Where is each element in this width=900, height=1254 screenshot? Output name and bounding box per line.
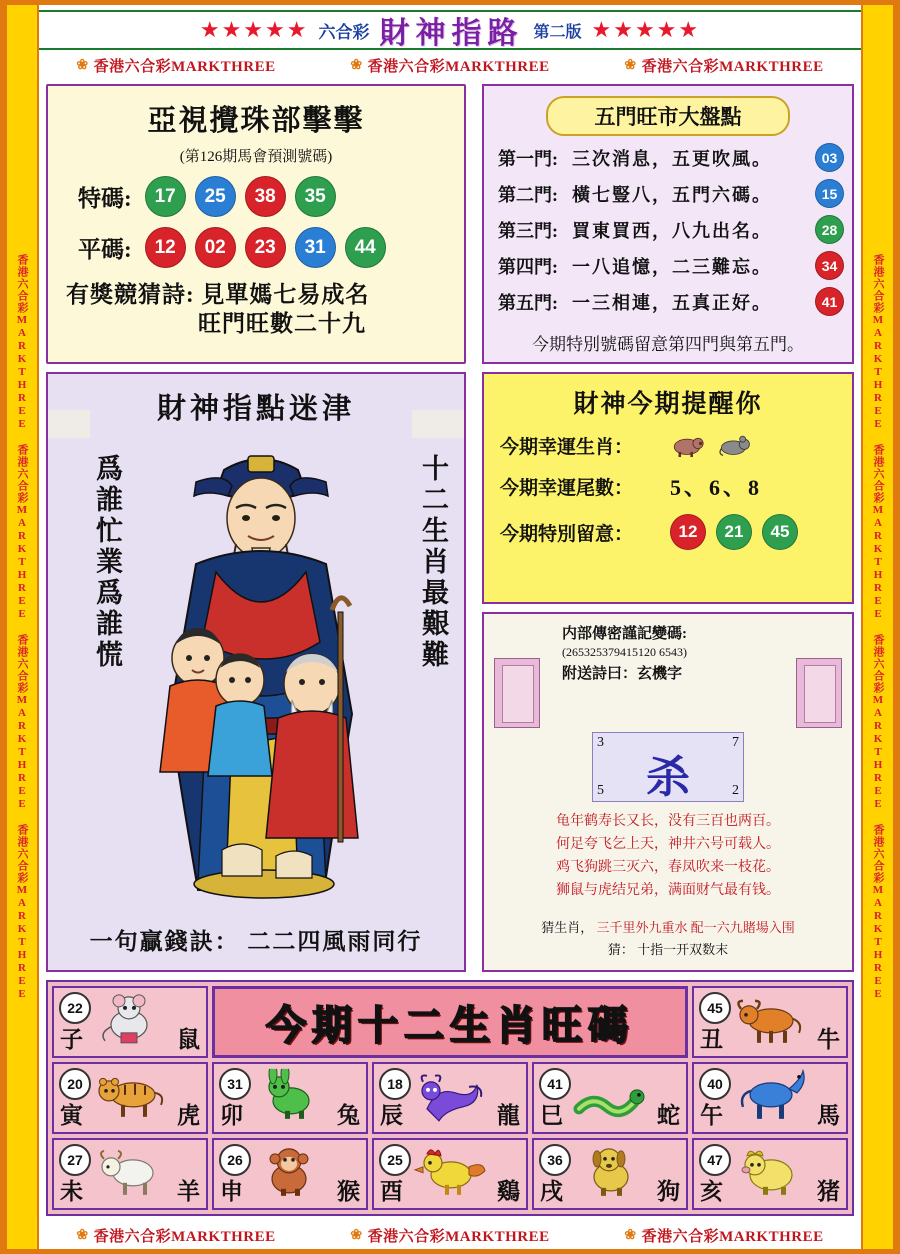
zodiac-number: 20 <box>59 1068 91 1100</box>
gate-text: 橫七豎八，五門六碼。 <box>572 184 772 205</box>
gate-row <box>498 215 852 244</box>
right-side-band <box>861 5 895 1249</box>
zodiac-animal: 羊 <box>177 1179 200 1204</box>
banner-item <box>76 55 275 76</box>
special-attention-label: 今期特別留意： <box>500 523 634 545</box>
secret-footer-line-2: 猜： 十指一开双数末 <box>607 942 729 957</box>
masthead <box>11 10 889 50</box>
attention-ball: 12 <box>670 514 706 550</box>
gate-text: 買東買西，八九出名。 <box>572 220 772 241</box>
zodiac-cell-rat[interactable] <box>52 986 208 1058</box>
banner-item-label: 香港六合彩MARKTHREE <box>367 58 550 75</box>
rat-icon <box>718 433 752 459</box>
dog-icon <box>571 1145 649 1199</box>
special-ball: 17 <box>145 176 186 217</box>
reminder-panel <box>482 372 854 604</box>
gate-name: 第五門: <box>498 292 558 313</box>
flower-icon: ❀ <box>76 1227 89 1243</box>
snake-icon <box>571 1069 649 1123</box>
zodiac-stem: 申 <box>220 1179 243 1204</box>
zodiac-animal: 鼠 <box>177 1027 200 1052</box>
content-area <box>42 84 858 1216</box>
lucky-tail-row <box>500 471 852 502</box>
zodiac-animal: 鷄 <box>497 1179 520 1204</box>
secret-footer-line-1 <box>500 917 836 936</box>
gate-number: 28 <box>815 215 844 244</box>
prediction-subtitle: (第126期馬會預測號碼) <box>179 149 333 165</box>
attention-ball: 45 <box>762 514 798 550</box>
door-god-left-inner <box>502 665 534 723</box>
banner-item-label: 香港六合彩MARKTHREE <box>93 58 276 75</box>
gate-name: 第一門: <box>498 148 558 169</box>
secret-code-panel <box>482 612 854 972</box>
zodiac-stem: 子 <box>60 1027 83 1052</box>
special-ball: 38 <box>245 176 286 217</box>
ox-icon <box>731 993 809 1047</box>
gate-row <box>498 287 852 316</box>
corner-number-bottom-left: 5 <box>597 783 604 798</box>
flower-icon: ❀ <box>624 57 637 73</box>
zodiac-stem: 辰 <box>380 1103 403 1128</box>
zodiac-number: 36 <box>539 1144 571 1176</box>
stars-left: ★★★★★ <box>199 17 309 43</box>
zodiac-stem: 卯 <box>220 1103 243 1128</box>
banner-item <box>624 1225 823 1246</box>
stars-right: ★★★★★ <box>591 17 701 43</box>
corner-number-top-left: 3 <box>597 735 604 750</box>
zodiac-animal: 猴 <box>337 1179 360 1204</box>
zodiac-grid-panel <box>46 980 854 1216</box>
zodiac-cell-pig[interactable] <box>692 1138 848 1210</box>
god-illustration <box>48 432 464 912</box>
secret-poem <box>500 810 836 902</box>
rabbit-icon <box>251 1069 329 1123</box>
special-attention-row <box>500 514 852 550</box>
horse-icon <box>731 1069 809 1123</box>
right-side-band-text: 香港六合彩MARKTHREE 香港六合彩MARKTHREE 香港六合彩MARKTHREE 香港六合彩MARKTHREE <box>872 253 884 1001</box>
zodiac-grid <box>52 986 848 1210</box>
zodiac-stem: 寅 <box>60 1103 83 1128</box>
god-of-wealth-figure <box>136 432 386 902</box>
masthead-subtitle: 六合彩 <box>318 22 370 42</box>
zodiac-number: 27 <box>59 1144 91 1176</box>
zodiac-cell-ox[interactable] <box>692 986 848 1058</box>
five-gates-note: 今期特別號碼留意第四門與第五門。 <box>532 335 804 354</box>
tiger-icon <box>91 1069 169 1123</box>
door-god-left-icon <box>494 658 540 728</box>
gate-name: 第四門: <box>498 256 558 277</box>
zodiac-animal: 虎 <box>177 1103 200 1128</box>
gate-row <box>498 179 852 208</box>
special-label: 特碼: <box>78 186 132 211</box>
zodiac-number: 41 <box>539 1068 571 1100</box>
zodiac-number: 22 <box>59 992 91 1024</box>
edition-label: 第二版 <box>533 23 582 41</box>
zodiac-banner-text: 今期十二生肖旺碼 <box>266 1002 634 1048</box>
special-numbers-row <box>78 176 464 217</box>
normal-ball: 44 <box>345 227 386 268</box>
zodiac-cell-monkey[interactable] <box>212 1138 368 1210</box>
zodiac-stem: 酉 <box>380 1179 403 1204</box>
rat-icon <box>91 993 169 1047</box>
banner-item <box>350 1225 549 1246</box>
gate-name: 第三門: <box>498 220 558 241</box>
zodiac-banner <box>212 986 688 1058</box>
zodiac-cell-rooster[interactable] <box>372 1138 528 1210</box>
banner-item-label: 香港六合彩MARKTHREE <box>641 58 824 75</box>
zodiac-animal: 馬 <box>817 1103 840 1128</box>
top-banner-strip <box>39 50 861 80</box>
goat-icon <box>91 1145 169 1199</box>
zodiac-cell-goat[interactable] <box>52 1138 208 1210</box>
gate-text: 一八追憶，二三難忘。 <box>572 256 772 277</box>
banner-item-label: 香港六合彩MARKTHREE <box>367 1228 550 1245</box>
secret-subheading: 附送詩曰：玄機字 <box>562 666 683 682</box>
special-ball: 25 <box>195 176 236 217</box>
zodiac-number: 40 <box>699 1068 731 1100</box>
corner-number-bottom-right: 2 <box>732 783 739 798</box>
lucky-zodiac-row <box>500 432 852 459</box>
zodiac-number: 45 <box>699 992 731 1024</box>
banner-item <box>624 55 823 76</box>
zodiac-cell-horse[interactable] <box>692 1062 848 1134</box>
zodiac-number: 18 <box>379 1068 411 1100</box>
poem-line-2: 旺門旺數二十九 <box>198 311 366 337</box>
mystic-character: 杀 <box>646 753 690 802</box>
god-panel-title: 財神指點迷津 <box>156 393 355 425</box>
zodiac-animal: 狗 <box>657 1179 680 1204</box>
zodiac-animal: 龍 <box>497 1103 520 1128</box>
secret-poem-line: 龟年鹤寿长又长，没有三百也两百。 <box>556 814 780 829</box>
flower-icon: ❀ <box>350 57 363 73</box>
zodiac-number: 31 <box>219 1068 251 1100</box>
five-gates-title: 五門旺市大盤點 <box>546 96 790 136</box>
zodiac-number: 47 <box>699 1144 731 1176</box>
gate-row <box>498 251 852 280</box>
zodiac-number: 26 <box>219 1144 251 1176</box>
normal-ball: 23 <box>245 227 286 268</box>
flower-icon: ❀ <box>76 57 89 73</box>
couplet-left: 爲誰忙業爲誰慌 <box>92 454 122 671</box>
gate-number: 15 <box>815 179 844 208</box>
secret-poem-line: 何足夸飞乞上天，神井六号可载人。 <box>556 837 780 853</box>
lucky-zodiac-label: 今期幸運生肖： <box>500 437 634 458</box>
pig-icon <box>731 1145 809 1199</box>
zodiac-cell-tiger[interactable] <box>52 1062 208 1134</box>
zodiac-number: 25 <box>379 1144 411 1176</box>
attention-ball: 21 <box>716 514 752 550</box>
gate-text: 三次消息，五更吹風。 <box>572 148 772 169</box>
door-god-right-icon <box>796 658 842 728</box>
banner-item <box>76 1225 275 1246</box>
flower-icon: ❀ <box>350 1227 363 1243</box>
zodiac-stem: 亥 <box>700 1179 723 1204</box>
zodiac-stem: 午 <box>700 1103 723 1128</box>
zodiac-cell-dog[interactable] <box>532 1138 688 1210</box>
normal-ball: 12 <box>145 227 186 268</box>
zodiac-stem: 巳 <box>540 1103 563 1128</box>
gate-row <box>498 143 852 172</box>
guess-zodiac-label: 猜生肖， <box>541 920 594 935</box>
gate-number: 34 <box>815 251 844 280</box>
left-side-band-text: 香港六合彩MARKTHREE 香港六合彩MARKTHREE 香港六合彩MARKTHREE 香港六合彩MARKTHREE <box>16 253 28 1001</box>
god-of-wealth-panel <box>46 372 466 972</box>
zodiac-stem: 戌 <box>540 1179 563 1204</box>
prediction-poem <box>66 280 464 339</box>
god-panel-bottom-text: 一句贏錢訣： 二二四風雨同行 <box>89 929 423 954</box>
dragon-icon <box>411 1069 489 1123</box>
couplet-right: 十二生肖最艱難 <box>418 454 448 671</box>
lucky-tail-label: 今期幸運尾數： <box>500 478 634 499</box>
zodiac-animal: 猪 <box>817 1179 840 1204</box>
pig-icon <box>670 433 704 459</box>
normal-ball: 02 <box>195 227 236 268</box>
normal-ball: 31 <box>295 227 336 268</box>
zodiac-animal: 兔 <box>337 1103 360 1128</box>
normal-label: 平碼: <box>78 237 132 262</box>
gate-name: 第二門: <box>498 184 558 205</box>
guess-zodiac-value: 三千里外九重水 配一六九賭場入围 <box>596 920 795 935</box>
zodiac-cell-snake[interactable] <box>532 1062 688 1134</box>
door-god-right-inner <box>804 665 836 723</box>
corner-number-top-right: 7 <box>732 735 739 750</box>
prediction-title: 亞視攪珠部擊擊 <box>147 105 365 137</box>
normal-numbers-row <box>78 227 464 268</box>
flower-icon: ❀ <box>624 1227 637 1243</box>
reminder-title: 財神今期提醒你 <box>573 391 763 418</box>
secret-poem-line: 鸡飞狗跳三灭六，春凤吹来一枝花。 <box>556 860 780 876</box>
secret-heading: 内部傳密謹記變碼: <box>562 626 687 642</box>
lucky-tail-value: 5、6、8 <box>670 475 763 500</box>
zodiac-animal: 牛 <box>817 1027 840 1052</box>
mystic-character-box <box>592 732 744 802</box>
gate-number: 03 <box>815 143 844 172</box>
zodiac-stem: 丑 <box>700 1027 723 1052</box>
page-title: 財神指路 <box>379 17 524 50</box>
five-gates-panel <box>482 84 854 364</box>
banner-item-label: 香港六合彩MARKTHREE <box>93 1228 276 1245</box>
gate-number: 41 <box>815 287 844 316</box>
special-ball: 35 <box>295 176 336 217</box>
rooster-icon <box>411 1145 489 1199</box>
banner-item-label: 香港六合彩MARKTHREE <box>641 1228 824 1245</box>
secret-code: (265325379415120 6543) <box>562 645 687 659</box>
zodiac-cell-rabbit[interactable] <box>212 1062 368 1134</box>
bottom-banner-strip <box>39 1221 861 1249</box>
banner-item <box>350 55 549 76</box>
prediction-panel <box>46 84 466 364</box>
gate-text: 一三相連，五真正好。 <box>572 292 772 313</box>
zodiac-stem: 未 <box>60 1179 83 1204</box>
zodiac-cell-dragon[interactable] <box>372 1062 528 1134</box>
left-side-band <box>5 5 39 1249</box>
zodiac-animal: 蛇 <box>657 1103 680 1128</box>
secret-poem-line: 狮鼠与虎结兄弟，满面财气最有钱。 <box>556 883 780 899</box>
monkey-icon <box>251 1145 329 1199</box>
poem-line-1: 有獎競猜詩: 見單媽七易成名 <box>66 282 370 307</box>
